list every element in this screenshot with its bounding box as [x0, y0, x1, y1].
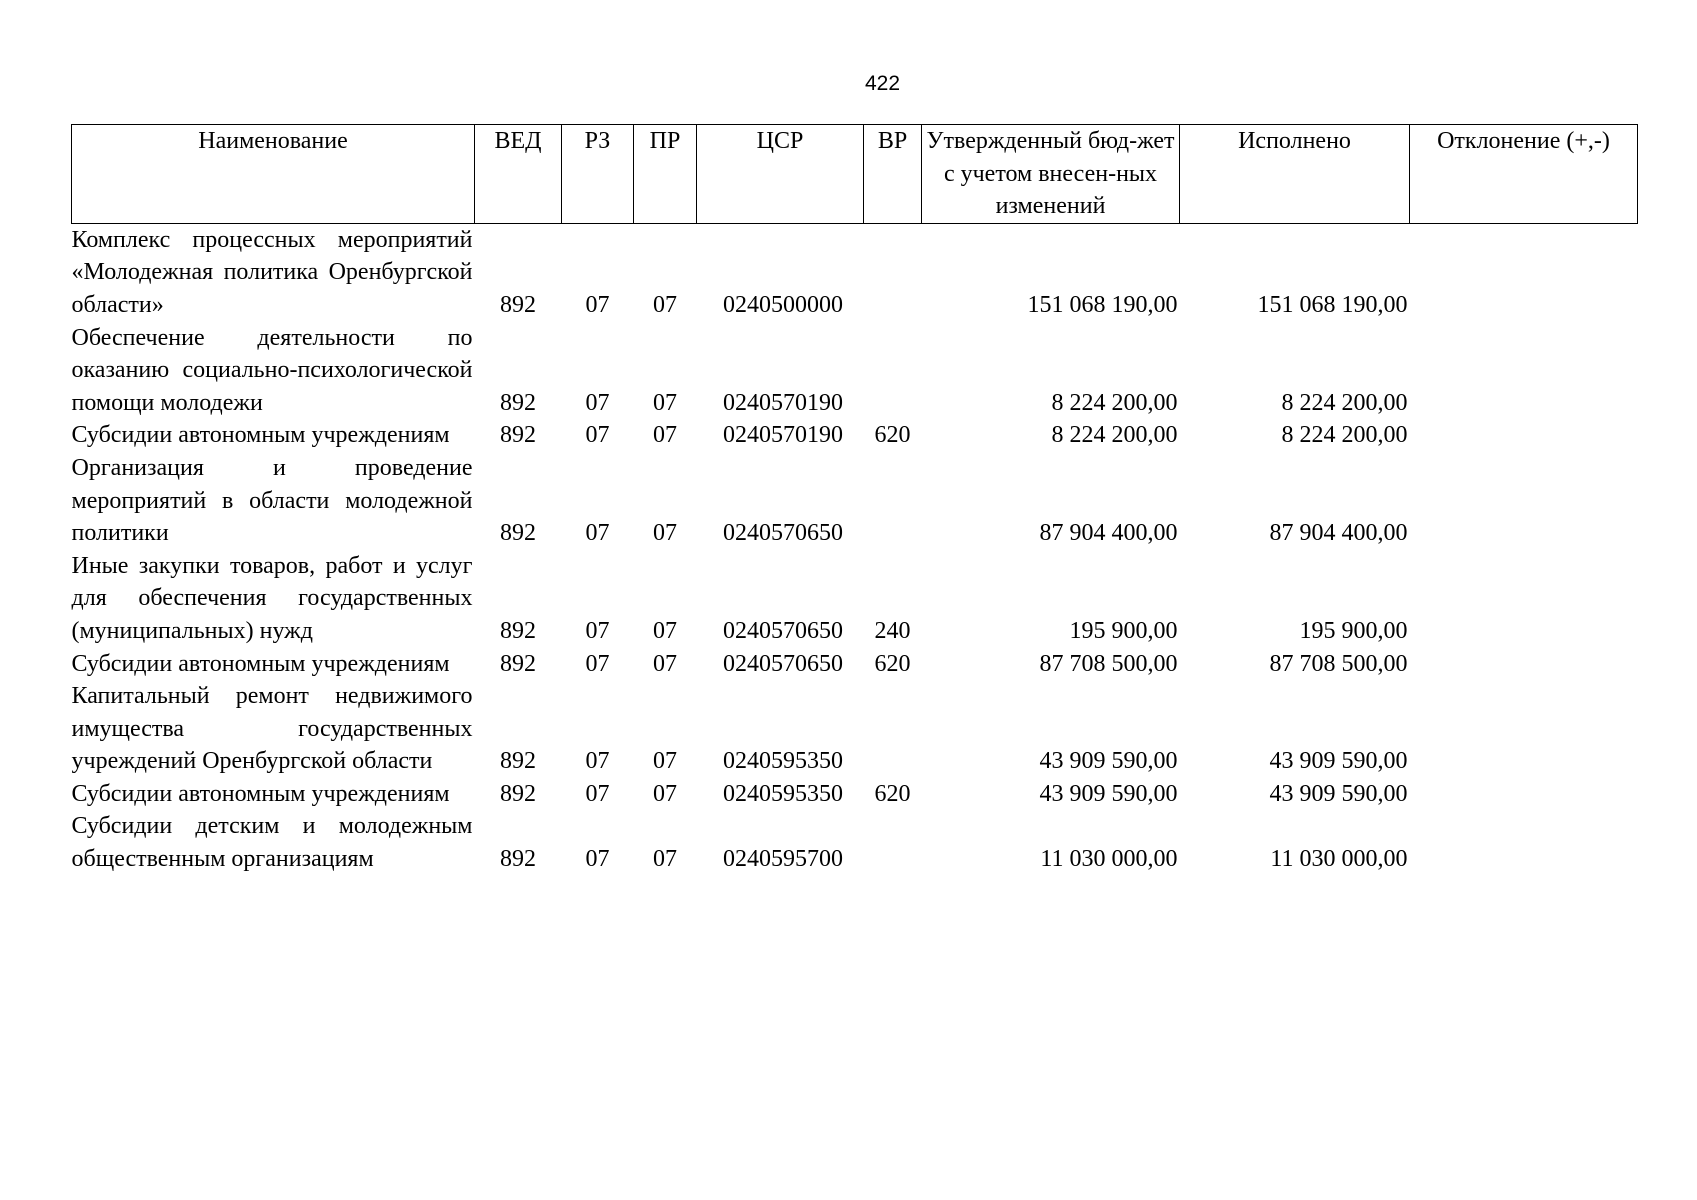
row-pr: 07: [653, 291, 677, 318]
row-name: Комплекс процессных мероприятий «Молодежная политика Оренбургской области»: [71, 226, 473, 318]
row-approved-budget: 195 900,00: [1069, 617, 1178, 644]
row-pr: 07: [653, 520, 677, 547]
table-row: [72, 778, 1638, 811]
row-vr: 620: [874, 650, 911, 677]
row-executed: 87 904 400,00: [1269, 520, 1408, 547]
row-pr: 07: [653, 780, 677, 807]
table-row: [72, 680, 1638, 778]
row-vr: [864, 810, 922, 875]
row-vr: [864, 223, 922, 321]
row-vr: 620: [874, 780, 911, 807]
row-deviation: [1410, 680, 1638, 778]
header-approved-budget: Утвержденный бюд-жет с учетом внесен-ных изменений: [922, 125, 1180, 224]
row-executed: 43 909 590,00: [1269, 780, 1408, 807]
row-vr: [864, 452, 922, 550]
row-csr: 0240595350: [723, 748, 843, 775]
row-name: Иные закупки товаров, работ и услуг для обеспечения государственных (муниципальных) нужд: [71, 552, 473, 644]
table-row: [72, 648, 1638, 681]
row-executed: 43 909 590,00: [1269, 748, 1408, 775]
header-row: [72, 125, 1638, 224]
table-body: [72, 223, 1638, 875]
row-rz: 07: [585, 422, 610, 449]
header-deviation: Отклонение (+,-): [1410, 125, 1638, 224]
row-rz: 07: [585, 748, 610, 775]
table-row: [72, 452, 1638, 550]
row-csr: 0240570650: [723, 520, 843, 547]
row-approved-budget: 87 708 500,00: [1039, 650, 1178, 677]
row-csr: 0240570650: [723, 617, 843, 644]
row-pr: 07: [653, 422, 677, 449]
row-name: Субсидии детским и молодежным общественным организациям: [71, 813, 473, 873]
row-pr: 07: [653, 389, 677, 416]
row-deviation: [1410, 550, 1638, 648]
table-row: [72, 223, 1638, 321]
row-approved-budget: 8 224 200,00: [1051, 389, 1178, 416]
row-deviation: [1410, 778, 1638, 811]
row-rz: 07: [585, 780, 610, 807]
row-approved-budget: 8 224 200,00: [1051, 422, 1178, 449]
row-csr: 0240570190: [723, 422, 843, 449]
header-executed: Исполнено: [1180, 125, 1410, 224]
header-pr: ПР: [634, 125, 697, 224]
row-ved: 892: [500, 748, 536, 775]
header-vr: ВР: [864, 125, 922, 224]
row-vr: [864, 680, 922, 778]
row-ved: 892: [500, 291, 536, 318]
budget-execution-table: [71, 124, 1638, 876]
row-ved: 892: [500, 650, 536, 677]
row-name: Субсидии автономным учреждениям: [71, 780, 450, 807]
row-name: Субсидии автономным учреждениям: [71, 422, 450, 449]
row-name: Обеспечение деятельности по оказанию социально-психологической помощи молодежи: [71, 324, 473, 416]
row-executed: 8 224 200,00: [1281, 422, 1408, 449]
row-ved: 892: [500, 389, 536, 416]
table-row: [72, 322, 1638, 420]
header-csr: ЦСР: [697, 125, 864, 224]
table-row: [72, 419, 1638, 452]
row-pr: 07: [653, 650, 677, 677]
row-approved-budget: 43 909 590,00: [1039, 748, 1178, 775]
row-executed: 151 068 190,00: [1257, 291, 1408, 318]
row-executed: 87 708 500,00: [1269, 650, 1408, 677]
row-pr: 07: [653, 846, 677, 873]
row-executed: 11 030 000,00: [1270, 846, 1408, 873]
row-ved: 892: [500, 520, 536, 547]
row-name: Организация и проведение мероприятий в области молодежной политики: [71, 454, 473, 547]
row-approved-budget: 87 904 400,00: [1039, 520, 1178, 547]
row-csr: 0240570650: [723, 650, 843, 677]
header-rz: РЗ: [562, 125, 634, 224]
row-csr: 0240570190: [723, 389, 843, 416]
row-rz: 07: [585, 291, 610, 318]
row-deviation: [1410, 810, 1638, 875]
page-number: 422: [864, 72, 901, 95]
row-name: Капитальный ремонт недвижимого имущества государственных учреждений Оренбургской области: [71, 683, 473, 775]
row-vr: 620: [874, 422, 911, 449]
row-ved: 892: [500, 422, 536, 449]
row-approved-budget: 43 909 590,00: [1039, 780, 1178, 807]
row-deviation: [1410, 452, 1638, 550]
row-deviation: [1410, 223, 1638, 321]
row-rz: 07: [585, 650, 610, 677]
row-csr: 0240500000: [723, 291, 843, 318]
row-deviation: [1410, 322, 1638, 420]
row-rz: 07: [585, 617, 610, 644]
row-approved-budget: 151 068 190,00: [1027, 291, 1178, 318]
header-ved: ВЕД: [475, 125, 562, 224]
row-ved: 892: [500, 617, 536, 644]
table-row: [72, 810, 1638, 875]
header-name: Наименование: [72, 125, 475, 224]
row-csr: 0240595350: [723, 780, 843, 807]
row-pr: 07: [653, 748, 677, 775]
row-vr: 240: [874, 617, 911, 644]
row-name: Субсидии автономным учреждениям: [71, 650, 450, 677]
row-ved: 892: [500, 780, 536, 807]
row-rz: 07: [585, 389, 610, 416]
row-executed: 8 224 200,00: [1281, 389, 1408, 416]
row-pr: 07: [653, 617, 677, 644]
row-rz: 07: [585, 846, 610, 873]
row-csr: 0240595700: [723, 846, 843, 873]
row-rz: 07: [585, 520, 610, 547]
row-deviation: [1410, 648, 1638, 681]
row-ved: 892: [500, 846, 536, 873]
row-vr: [864, 322, 922, 420]
row-deviation: [1410, 419, 1638, 452]
row-executed: 195 900,00: [1299, 617, 1408, 644]
table-header: [72, 125, 1638, 224]
table-row: [72, 550, 1638, 648]
row-approved-budget: 11 030 000,00: [1040, 846, 1178, 873]
